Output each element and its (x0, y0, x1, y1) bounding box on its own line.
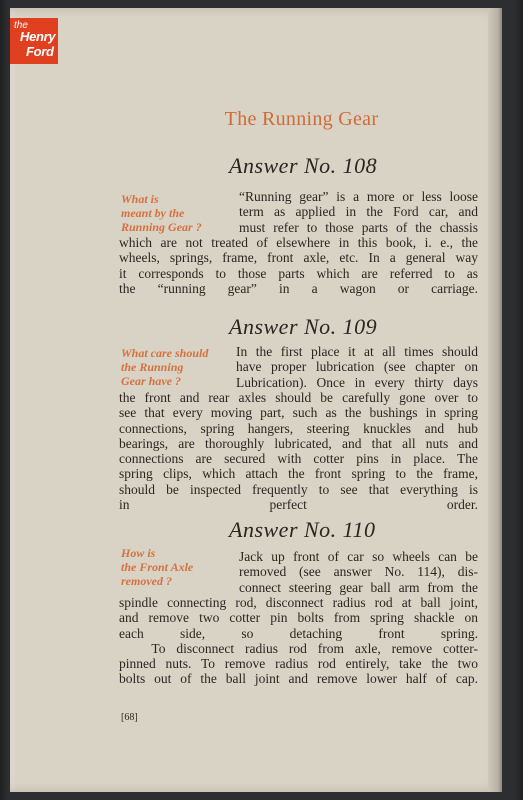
text-line: Jack up front of car so wheels can be (239, 549, 478, 564)
text-line: the “running gear” in a wagon or carriage. (119, 280, 478, 296)
question-110-line: the Front Axle (121, 560, 194, 574)
text-line: bolts out of the ball joint and remove lower half of cap. (119, 671, 478, 687)
page-number: [68] (121, 712, 138, 723)
text-line: and remove two cotter pin bolts from spring shackle on (119, 610, 478, 626)
text-line: in perfect order. (119, 497, 478, 513)
answer-108-indented (239, 189, 478, 235)
answer-110-indented (239, 549, 478, 595)
question-109 (121, 346, 236, 388)
text-line: the front and rear axles should be carefully gone over to (119, 390, 478, 405)
text-line: see that every moving part, such as the bushings in spring (119, 405, 478, 421)
question-109-line: the Running (121, 360, 184, 374)
question-109-line: Gear have ? (121, 374, 181, 388)
text-line: spring clips, which attach the front spring to the frame, (119, 466, 478, 482)
question-110-line: removed ? (121, 574, 172, 588)
text-line: bearings, are thoroughly lubricated, and that all nuts and (119, 435, 478, 451)
question-108-line: Running Gear ? (121, 220, 202, 234)
answer-110-body (119, 595, 478, 687)
text-line: To disconnect radius rod from axle, remove cotter- (119, 640, 478, 656)
text-line: wheels, springs, frame, front axle, etc. In a general way (119, 250, 478, 266)
logo-line-the: the (14, 20, 28, 31)
logo-line-ford: Ford (26, 44, 54, 59)
text-line: removed (see answer No. 114), dis- (239, 564, 478, 580)
answer-109-indented (236, 344, 478, 390)
text-line: it corresponds to those parts which are referred to as (119, 265, 478, 281)
henry-ford-logo (10, 18, 58, 64)
question-108-line: What is (121, 192, 159, 206)
text-line: each side, so detaching front spring. (119, 625, 478, 641)
answer-109-body (119, 390, 478, 512)
text-line: Lubrication). Once in every thirty days (236, 374, 478, 390)
text-line: have proper lubrication (see chapter on (236, 359, 478, 375)
text-line: connections, spring hangers, steering knuckles and hub (119, 420, 478, 436)
text-line: pinned nuts. To remove radius rod entirely, take the two (119, 656, 478, 672)
answer-heading-110: Answer No. 110 (229, 517, 376, 542)
text-line: In the first place it at all times should (236, 344, 478, 359)
question-110 (121, 546, 236, 588)
text-line: connections are secured with cotter pins in place. The (119, 451, 478, 467)
text-line: should be inspected frequently to see that everything is (119, 481, 478, 497)
logo-line-henry: Henry (20, 29, 56, 44)
text-line: connect steering gear ball arm from the (239, 579, 478, 595)
answer-heading-108: Answer No. 108 (229, 153, 378, 178)
text-line: which are not treated of elsewhere in this book, i. e., the (119, 235, 478, 250)
question-110-line: How is (121, 546, 156, 560)
answer-heading-109: Answer No. 109 (229, 314, 378, 339)
text-line: “Running gear” is a more or less loose (239, 189, 478, 204)
answer-108-body (119, 235, 478, 296)
text-line: term as applied in the Ford car, and (239, 204, 478, 220)
question-108-line: meant by the (121, 206, 185, 220)
text-line: spindle connecting rod, disconnect radius rod at ball joint, (119, 595, 478, 610)
chapter-title: The Running Gear (224, 108, 379, 130)
text-line: must refer to those parts of the chassis (239, 219, 478, 235)
question-108 (121, 192, 236, 234)
question-109-line: What care should (121, 346, 209, 360)
